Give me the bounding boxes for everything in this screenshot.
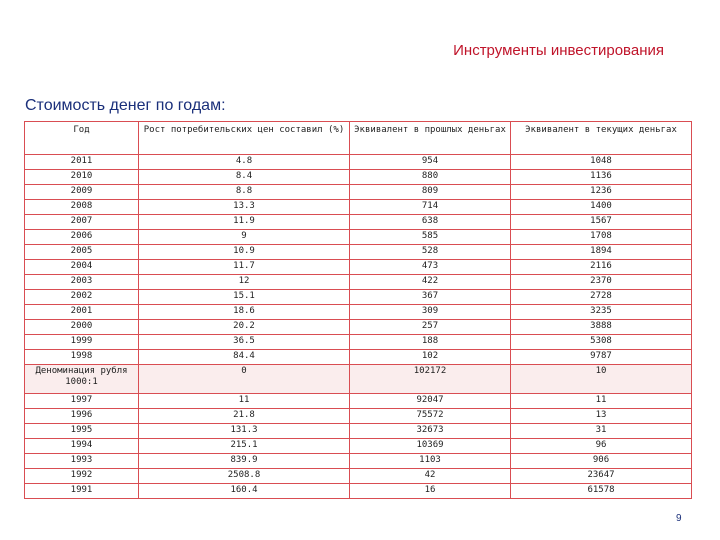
cell-current-equivalent: 2370	[511, 275, 692, 290]
cell-past-equivalent: 473	[350, 260, 511, 275]
cell-past-equivalent: 714	[350, 200, 511, 215]
cell-cpi-growth: 18.6	[139, 305, 350, 320]
cell-year: 2000	[25, 320, 139, 335]
cell-cpi-growth: 8.4	[139, 170, 350, 185]
cell-cpi-growth: 0	[139, 365, 350, 394]
page-number: 9	[676, 513, 682, 524]
cell-cpi-growth: 2508.8	[139, 469, 350, 484]
cell-current-equivalent: 31	[511, 424, 692, 439]
table-row	[25, 185, 692, 200]
cell-year: Деноминация рубля 1000:1	[25, 365, 139, 394]
cell-current-equivalent: 1567	[511, 215, 692, 230]
cell-year: 1992	[25, 469, 139, 484]
cell-cpi-growth: 4.8	[139, 155, 350, 170]
table-row	[25, 469, 692, 484]
table-row	[25, 350, 692, 365]
table-row	[25, 394, 692, 409]
cell-year: 2001	[25, 305, 139, 320]
cell-year: 1995	[25, 424, 139, 439]
cell-cpi-growth: 8.8	[139, 185, 350, 200]
cell-past-equivalent: 422	[350, 275, 511, 290]
cell-current-equivalent: 2728	[511, 290, 692, 305]
table-row	[25, 439, 692, 454]
cell-cpi-growth: 160.4	[139, 484, 350, 499]
table-row	[25, 290, 692, 305]
cell-cpi-growth: 12	[139, 275, 350, 290]
cell-cpi-growth: 21.8	[139, 409, 350, 424]
cell-cpi-growth: 13.3	[139, 200, 350, 215]
table-caption: Стоимость денег по годам:	[25, 97, 226, 114]
cell-current-equivalent: 3235	[511, 305, 692, 320]
header-past-equivalent: Эквивалент в прошлых деньгах	[350, 122, 511, 155]
table-row	[25, 305, 692, 320]
cell-year: 1999	[25, 335, 139, 350]
table-row	[25, 215, 692, 230]
cell-past-equivalent: 102172	[350, 365, 511, 394]
header-current-equivalent: Эквивалент в текущих деньгах	[511, 122, 692, 155]
table-row	[25, 275, 692, 290]
cell-cpi-growth: 839.9	[139, 454, 350, 469]
table-row	[25, 320, 692, 335]
cell-current-equivalent: 1236	[511, 185, 692, 200]
cell-current-equivalent: 1048	[511, 155, 692, 170]
header-year: Год	[25, 122, 139, 155]
cell-past-equivalent: 75572	[350, 409, 511, 424]
cell-year: 2009	[25, 185, 139, 200]
cell-current-equivalent: 9787	[511, 350, 692, 365]
cell-past-equivalent: 42	[350, 469, 511, 484]
table-row	[25, 200, 692, 215]
cell-current-equivalent: 5308	[511, 335, 692, 350]
price-table-container	[24, 121, 691, 499]
cell-current-equivalent: 61578	[511, 484, 692, 499]
cell-year: 2007	[25, 215, 139, 230]
cell-current-equivalent: 1894	[511, 245, 692, 260]
cell-cpi-growth: 9	[139, 230, 350, 245]
cell-year: 2005	[25, 245, 139, 260]
cell-year: 2002	[25, 290, 139, 305]
cell-past-equivalent: 367	[350, 290, 511, 305]
cell-year: 1997	[25, 394, 139, 409]
cell-year: 2008	[25, 200, 139, 215]
cell-current-equivalent: 96	[511, 439, 692, 454]
cell-cpi-growth: 215.1	[139, 439, 350, 454]
table-row	[25, 484, 692, 499]
cell-past-equivalent: 16	[350, 484, 511, 499]
money-value-table	[24, 121, 692, 499]
cell-past-equivalent: 92047	[350, 394, 511, 409]
table-row	[25, 454, 692, 469]
table-row	[25, 335, 692, 350]
cell-past-equivalent: 954	[350, 155, 511, 170]
header-row	[25, 122, 692, 155]
cell-year: 2010	[25, 170, 139, 185]
cell-year: 2011	[25, 155, 139, 170]
cell-past-equivalent: 10369	[350, 439, 511, 454]
cell-cpi-growth: 10.9	[139, 245, 350, 260]
cell-current-equivalent: 1400	[511, 200, 692, 215]
cell-past-equivalent: 188	[350, 335, 511, 350]
cell-cpi-growth: 84.4	[139, 350, 350, 365]
cell-year: 1998	[25, 350, 139, 365]
table-row	[25, 230, 692, 245]
cell-past-equivalent: 528	[350, 245, 511, 260]
cell-past-equivalent: 1103	[350, 454, 511, 469]
cell-current-equivalent: 3888	[511, 320, 692, 335]
cell-cpi-growth: 11.7	[139, 260, 350, 275]
table-row	[25, 365, 692, 394]
cell-past-equivalent: 257	[350, 320, 511, 335]
table-body	[25, 155, 692, 499]
cell-year: 2006	[25, 230, 139, 245]
cell-cpi-growth: 20.2	[139, 320, 350, 335]
table-row	[25, 409, 692, 424]
table-row	[25, 245, 692, 260]
cell-year: 2003	[25, 275, 139, 290]
cell-year: 1993	[25, 454, 139, 469]
cell-past-equivalent: 32673	[350, 424, 511, 439]
cell-current-equivalent: 1708	[511, 230, 692, 245]
cell-cpi-growth: 131.3	[139, 424, 350, 439]
cell-cpi-growth: 15.1	[139, 290, 350, 305]
table-row	[25, 260, 692, 275]
cell-cpi-growth: 36.5	[139, 335, 350, 350]
cell-year: 1994	[25, 439, 139, 454]
header-cpi-growth: Рост потребительских цен составил (%)	[139, 122, 350, 155]
cell-year: 1991	[25, 484, 139, 499]
cell-year: 1996	[25, 409, 139, 424]
cell-year: 2004	[25, 260, 139, 275]
cell-current-equivalent: 2116	[511, 260, 692, 275]
table-row	[25, 155, 692, 170]
cell-past-equivalent: 309	[350, 305, 511, 320]
cell-past-equivalent: 638	[350, 215, 511, 230]
cell-past-equivalent: 809	[350, 185, 511, 200]
cell-cpi-growth: 11	[139, 394, 350, 409]
cell-current-equivalent: 906	[511, 454, 692, 469]
table-header	[25, 122, 692, 155]
cell-current-equivalent: 13	[511, 409, 692, 424]
table-row	[25, 170, 692, 185]
cell-past-equivalent: 880	[350, 170, 511, 185]
cell-past-equivalent: 102	[350, 350, 511, 365]
cell-current-equivalent: 23647	[511, 469, 692, 484]
slide-title: Инструменты инвестирования	[453, 42, 664, 59]
table-row	[25, 424, 692, 439]
cell-current-equivalent: 1136	[511, 170, 692, 185]
cell-cpi-growth: 11.9	[139, 215, 350, 230]
cell-past-equivalent: 585	[350, 230, 511, 245]
cell-current-equivalent: 11	[511, 394, 692, 409]
cell-current-equivalent: 10	[511, 365, 692, 394]
